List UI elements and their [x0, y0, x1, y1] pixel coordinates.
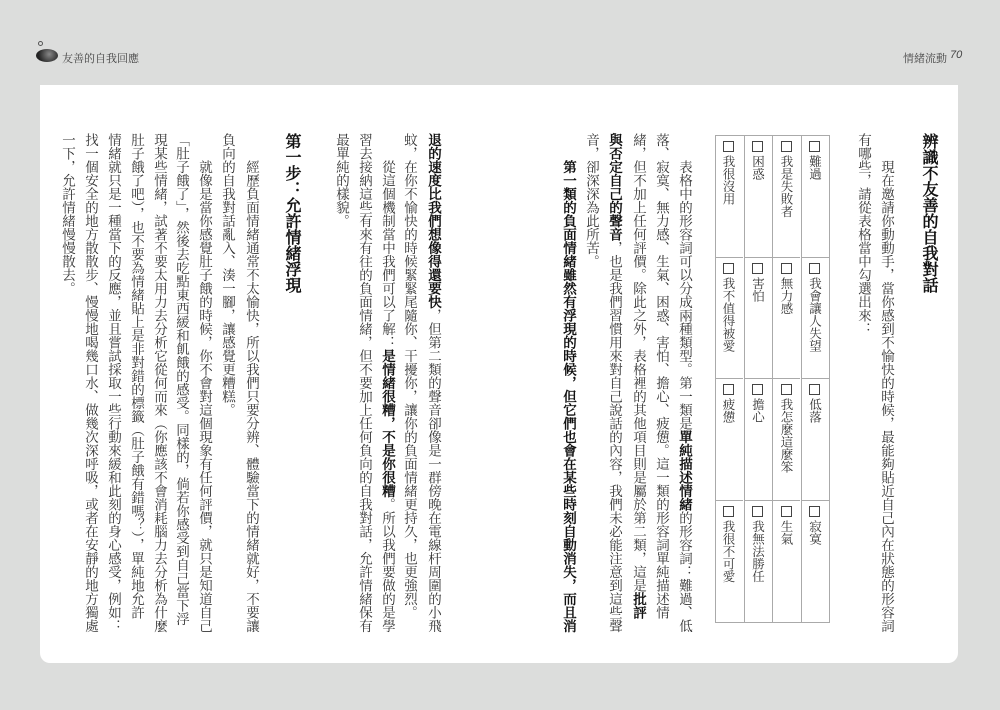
checklist-label: 我無法勝任 — [750, 519, 766, 582]
text-line — [219, 133, 234, 417]
body-text: 就像是當你感覺肚子餓的時候，你不會對這個現象有任何評價，就只是知道自己 — [196, 160, 212, 633]
checkbox-icon — [809, 384, 820, 395]
text-line — [653, 133, 668, 619]
checkbox-icon — [809, 263, 820, 274]
checklist-label: 難過 — [807, 155, 823, 180]
checklist-cell — [801, 135, 829, 257]
checkbox-icon — [781, 384, 792, 395]
checkbox-icon — [723, 263, 734, 274]
body-text: 「肚子餓了」，然後去吃點東西緩和飢餓的感受。同樣的，倘若你感受到自己當下浮 — [173, 133, 189, 626]
text-line — [356, 133, 371, 633]
checklist-item — [808, 384, 822, 423]
book-logo-icon — [36, 49, 58, 62]
checklist-cell — [772, 257, 800, 379]
checklist-label: 我會讓人失望 — [807, 276, 823, 352]
body-text: 蚊，在你不愉快的時候緊緊尾隨你、干擾你，讓你的負面情緒更持久，也更強烈。 — [401, 133, 417, 619]
checklist-cell — [801, 378, 829, 500]
checkbox-icon — [723, 384, 734, 395]
text-line — [333, 133, 348, 228]
checkbox-icon — [752, 141, 763, 152]
running-header-book-title: 友善的自我回應 — [62, 52, 139, 65]
checklist-label: 我怎麼這麼笨 — [779, 398, 794, 473]
text-line — [630, 133, 645, 619]
checklist-cell — [744, 500, 772, 622]
checklist-item — [808, 506, 822, 545]
body-text: 情緒就只是一種當下的反應，並且嘗試採取一些行動來緩和此刻的身心感受，例如： — [105, 133, 121, 633]
running-header-chapter: 情緒流動 — [903, 52, 947, 65]
text-line — [243, 160, 258, 633]
checkbox-icon — [723, 141, 734, 152]
checklist-label: 擔心 — [750, 398, 766, 423]
text-line — [151, 133, 166, 633]
checklist-label: 疲憊 — [721, 398, 736, 423]
checkbox-icon — [752, 506, 763, 517]
body-text: 表格中的形容詞可以分成兩種類型。第一類是 — [676, 160, 692, 430]
checklist-item — [751, 141, 765, 180]
checkbox-icon — [809, 506, 820, 517]
checklist-label: 我不值得被愛 — [721, 276, 736, 352]
body-text: 。所以我們要做的是學 — [379, 497, 395, 633]
text-line — [128, 133, 143, 619]
checklist-item — [779, 506, 793, 545]
checklist-label: 我是失敗者 — [779, 155, 794, 218]
checkbox-icon — [781, 263, 792, 274]
checklist-item — [751, 506, 765, 583]
body-text: ，也是我們習慣用來對自己說話的內容，我們未必能注意到這些聲 — [606, 241, 622, 633]
checklist-label: 寂寞 — [807, 519, 823, 545]
text-line — [105, 133, 120, 633]
checklist-cell — [715, 135, 743, 257]
text-line — [379, 160, 394, 633]
checklist-cell — [715, 257, 743, 379]
bold-text: 批評 — [630, 592, 646, 619]
text-line — [606, 133, 621, 633]
text-line — [173, 133, 188, 626]
checklist-item — [721, 263, 735, 352]
checklist-cell — [744, 135, 772, 257]
body-text: 的形容詞：難過、低 — [676, 511, 692, 633]
checklist-cell — [772, 135, 800, 257]
bold-text: 第一類的負面情緒雖然有浮現的時候，但它們也會在某些時刻自動消失，而且消 — [560, 160, 576, 633]
body-text: 一下，允許情緒慢慢散去。 — [59, 133, 75, 295]
checklist-label: 無力感 — [779, 276, 794, 314]
body-text: 從這個機制當中我們可以了解： — [379, 160, 395, 349]
text-line — [855, 133, 870, 336]
checklist-item — [751, 384, 765, 423]
checklist-item — [779, 263, 793, 315]
checklist-label: 低落 — [807, 398, 823, 423]
bold-text: 單純描述情緒 — [676, 430, 692, 511]
checklist-cell — [744, 378, 772, 500]
bold-text: 與否定自己的聲音 — [606, 133, 622, 241]
body-text: 找一個安全的地方散散步、慢慢地喝幾口水、做幾次深呼吸，或者在安靜的地方獨處 — [82, 133, 98, 633]
text-line — [583, 133, 598, 268]
body-text: 音，卻深深為此所苦。 — [583, 133, 599, 268]
checkbox-icon — [723, 506, 734, 517]
text-line — [878, 160, 893, 633]
checklist-cell — [801, 257, 829, 379]
checklist-item — [808, 263, 822, 352]
bold-text: 退的速度比我們想像得還要快 — [425, 133, 441, 309]
body-text: 經歷負面情緒通常不太愉快，所以我們只要分辨、體驗當下的情緒就好，不要讓 — [243, 160, 259, 633]
checklist-item — [751, 263, 765, 302]
checkbox-icon — [781, 141, 792, 152]
checklist-item — [779, 141, 793, 218]
checklist-item — [808, 141, 822, 180]
checklist-cell — [772, 500, 800, 622]
text-line — [425, 133, 440, 633]
body-text: ，但第二類的聲音卻像是一群傍晚在電線杆周圍的小飛 — [425, 308, 441, 633]
step-heading: 第一步：允許情緒浮現 — [283, 133, 302, 293]
checkbox-icon — [809, 141, 820, 152]
checklist-cell — [715, 500, 743, 622]
body-text: 現在邀請你動動手，當你感到不愉快的時候，最能夠貼近自己內在狀態的形容詞 — [878, 160, 894, 633]
checkbox-icon — [752, 384, 763, 395]
section-title: 辨識不友善的自我對話 — [920, 133, 939, 293]
checklist-cell — [772, 378, 800, 500]
checklist-item — [721, 506, 735, 583]
checklist-item — [721, 384, 735, 423]
body-text: 肚子餓了吧），也不要為情緒貼上是非對錯的標籤（肚子餓有錯嗎？），單純地允許 — [128, 133, 144, 619]
checkbox-icon — [781, 506, 792, 517]
body-text: 現某些情緒，試著不要太用力去分析它從何而來（你應該不會消耗腦力去分析為什麼 — [151, 133, 167, 633]
bold-text: 是情緒很糟，不是你很糟 — [379, 349, 395, 498]
text-line — [676, 160, 691, 633]
body-text: 習去接納這些有來有往的負面情緒，但不要加上任何負向的自我對話，允許情緒保有 — [356, 133, 372, 633]
checklist-item — [721, 141, 735, 205]
checklist-cell — [715, 378, 743, 500]
page-number: 70 — [950, 49, 963, 61]
emotion-checklist-table — [715, 135, 830, 623]
text-line — [196, 160, 211, 633]
checklist-label: 我很不可愛 — [721, 519, 736, 582]
body-text: 落、寂寞、無力感、生氣、困惑、害怕、擔心、疲憊。這一類的形容詞單純描述情 — [653, 133, 669, 619]
checklist-label: 我很沒用 — [721, 155, 736, 205]
checklist-label: 困惑 — [750, 155, 766, 180]
text-line — [560, 160, 575, 633]
body-text: 最單純的樣貌。 — [333, 133, 349, 228]
text-line — [401, 133, 416, 619]
checklist-item — [779, 384, 793, 473]
checklist-label: 害怕 — [750, 276, 766, 302]
checklist-cell — [744, 257, 772, 379]
text-line — [82, 133, 97, 633]
checklist-cell — [801, 500, 829, 622]
body-text: 有哪些，請從表格當中勾選出來： — [855, 133, 871, 336]
checkbox-icon — [752, 263, 763, 274]
checklist-label: 生氣 — [779, 519, 794, 545]
body-text: 負向的自我對話亂入、湊一腳，讓感覺更糟糕。 — [219, 133, 235, 417]
body-text: 緒，但不加上任何評價。除此之外，表格裡的其他項目則是屬於第二類，這是 — [630, 133, 646, 592]
text-line — [59, 133, 74, 295]
